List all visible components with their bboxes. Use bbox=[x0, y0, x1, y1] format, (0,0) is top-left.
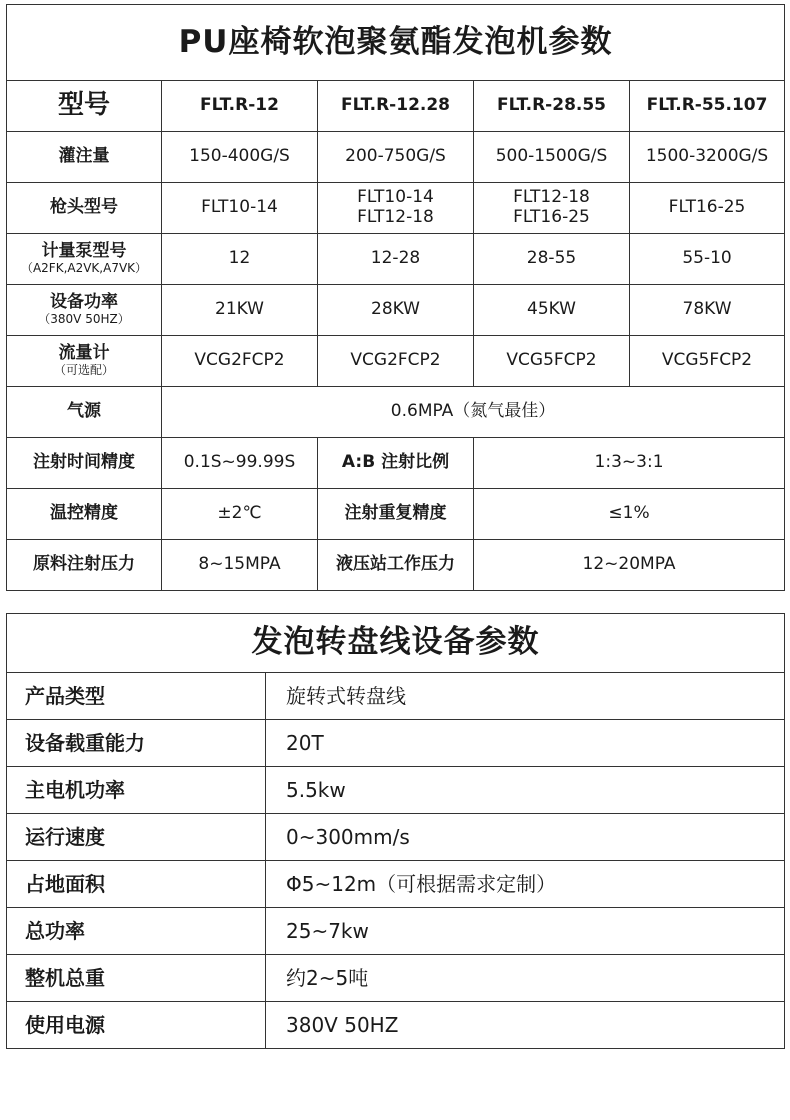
turntable-table-title: 发泡转盘线设备参数 bbox=[7, 614, 785, 673]
spec-value: 12 bbox=[162, 234, 318, 285]
spec-value: 20T bbox=[266, 720, 785, 767]
spec-label: 总功率 bbox=[7, 908, 266, 955]
table-row bbox=[7, 767, 785, 814]
spec-value: 45KW bbox=[474, 285, 630, 336]
spec-label: 温控精度 bbox=[7, 489, 162, 540]
spec-value: VCG2FCP2 bbox=[318, 336, 474, 387]
spec-value: VCG5FCP2 bbox=[630, 336, 785, 387]
spec-label: 主电机功率 bbox=[7, 767, 266, 814]
spec-value: 150-400G/S bbox=[162, 132, 318, 183]
table-row bbox=[7, 673, 785, 720]
spec-value: 25~7kw bbox=[266, 908, 785, 955]
spec-value: 500-1500G/S bbox=[474, 132, 630, 183]
spec-value: ≤1% bbox=[474, 489, 785, 540]
table-row bbox=[7, 1002, 785, 1049]
spec-label: A:B 注射比例 bbox=[318, 438, 474, 489]
spec-row-pour-volume bbox=[7, 132, 785, 183]
spec-label: 使用电源 bbox=[7, 1002, 266, 1049]
spec-value: 21KW bbox=[162, 285, 318, 336]
spec-label: 枪头型号 bbox=[7, 183, 162, 234]
spec-label: 注射时间精度 bbox=[7, 438, 162, 489]
spec-label: 流量计 （可选配） bbox=[7, 336, 162, 387]
spec-value: VCG2FCP2 bbox=[162, 336, 318, 387]
foaming-machine-spec-table bbox=[6, 4, 785, 591]
spec-value: 1:3~3:1 bbox=[474, 438, 785, 489]
spec-label: 气源 bbox=[7, 387, 162, 438]
spec-value: 200-750G/S bbox=[318, 132, 474, 183]
turntable-line-spec-table bbox=[6, 613, 785, 1049]
model-name: FLT.R-28.55 bbox=[474, 81, 630, 132]
table-row bbox=[7, 720, 785, 767]
spec-value: 12-28 bbox=[318, 234, 474, 285]
spec-row-air-source bbox=[7, 387, 785, 438]
spec-value: 78KW bbox=[630, 285, 785, 336]
spec-value: FLT16-25 bbox=[630, 183, 785, 234]
spec-label: 原料注射压力 bbox=[7, 540, 162, 591]
spec-label: 设备功率 （380V 50HZ） bbox=[7, 285, 162, 336]
spec-row-injection-time bbox=[7, 438, 785, 489]
spec-value: 8~15MPA bbox=[162, 540, 318, 591]
spec-value: ±2℃ bbox=[162, 489, 318, 540]
model-name: FLT.R-55.107 bbox=[630, 81, 785, 132]
spec-row-gun-head-model bbox=[7, 183, 785, 234]
table-row bbox=[7, 861, 785, 908]
foaming-machine-table-title: PU座椅软泡聚氨酯发泡机参数 bbox=[7, 5, 785, 81]
spec-label: 占地面积 bbox=[7, 861, 266, 908]
spec-row-metering-pump-model bbox=[7, 234, 785, 285]
spec-value: 旋转式转盘线 bbox=[266, 673, 785, 720]
table-row bbox=[7, 908, 785, 955]
spec-value: 28KW bbox=[318, 285, 474, 336]
spec-label: 设备载重能力 bbox=[7, 720, 266, 767]
spec-value: 55-10 bbox=[630, 234, 785, 285]
spec-value: FLT10-14 bbox=[162, 183, 318, 234]
spec-value: 0.6MPA（氮气最佳） bbox=[162, 387, 785, 438]
spec-label: 灌注量 bbox=[7, 132, 162, 183]
spec-label: 液压站工作压力 bbox=[318, 540, 474, 591]
table-row bbox=[7, 814, 785, 861]
spec-value: FLT12-18 FLT16-25 bbox=[474, 183, 630, 234]
spec-value: 0~300mm/s bbox=[266, 814, 785, 861]
spec-label: 注射重复精度 bbox=[318, 489, 474, 540]
spec-value: FLT10-14 FLT12-18 bbox=[318, 183, 474, 234]
spec-value: 1500-3200G/S bbox=[630, 132, 785, 183]
spec-value: 380V 50HZ bbox=[266, 1002, 785, 1049]
spec-value: VCG5FCP2 bbox=[474, 336, 630, 387]
table-row bbox=[7, 955, 785, 1002]
model-name: FLT.R-12.28 bbox=[318, 81, 474, 132]
spec-label: 产品类型 bbox=[7, 673, 266, 720]
spec-row-flow-meter bbox=[7, 336, 785, 387]
spec-row-temp-control bbox=[7, 489, 785, 540]
spec-label: 运行速度 bbox=[7, 814, 266, 861]
model-header: 型号 bbox=[7, 81, 162, 132]
spec-row-equipment-power bbox=[7, 285, 785, 336]
spec-value: 5.5kw bbox=[266, 767, 785, 814]
spec-value: 28-55 bbox=[474, 234, 630, 285]
spec-label: 整机总重 bbox=[7, 955, 266, 1002]
spec-value: 约2~5吨 bbox=[266, 955, 785, 1002]
spec-value: Φ5~12m（可根据需求定制） bbox=[266, 861, 785, 908]
model-name: FLT.R-12 bbox=[162, 81, 318, 132]
spec-value: 12~20MPA bbox=[474, 540, 785, 591]
spec-value: 0.1S~99.99S bbox=[162, 438, 318, 489]
spec-label: 计量泵型号 （A2FK,A2VK,A7VK） bbox=[7, 234, 162, 285]
spec-row-injection-pressure bbox=[7, 540, 785, 591]
